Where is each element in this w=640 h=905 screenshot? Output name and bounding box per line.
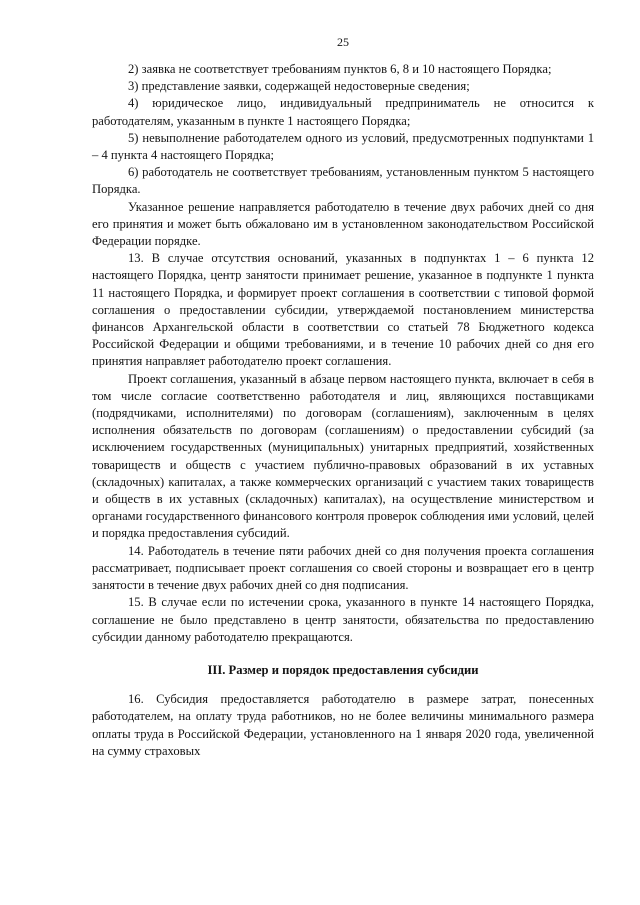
section-heading: III. Размер и порядок предоставления субсидии <box>207 662 479 677</box>
paragraph-item-6: 6) работодатель не соответствует требованиям, установленным пунктом 5 настоящего Порядка. <box>92 165 594 197</box>
document-page <box>92 34 594 760</box>
paragraphs-before-heading <box>92 61 594 646</box>
page-number: 25 <box>337 35 349 49</box>
paragraph-clause-15: 15. В случае если по истечении срока, указанного в пункте 14 настоящего Порядка, соглашение не было представлено в центр занятости, обязательства по предоставлению субсидии данному работодателю прекращаются. <box>92 595 594 644</box>
paragraph-clause-16: 16. Субсидия предоставляется работодателю в размере затрат, понесенных работодателем, на оплату труда работников, но не более величины минимального размера оплаты труда в Российской Федерации, установленного на 1 января 2020 года, увеличенной на сумму страховых <box>92 692 594 758</box>
paragraph-item-4: 4) юридическое лицо, индивидуальный предприниматель не относится к работодателям, указанным в пункте 1 настоящего Порядка; <box>92 96 594 128</box>
paragraphs-after-heading <box>92 691 594 760</box>
paragraph-item-2: 2) заявка не соответствует требованиям пунктов 6, 8 и 10 настоящего Порядка; <box>128 62 552 76</box>
paragraph-agreement-draft: Проект соглашения, указанный в абзаце первом настоящего пункта, включает в себя в том числе согласие соответственно работодателя и лиц, являющихся поставщиками (подрядчиками, исполнителями) по договорам (соглашениям), заключенным в целях исполнения обязательств по договорам (соглашениям) о предоставлении субсидий (за исключением государственных (муниципальных) унитарных предприятий, хозяйственных товариществ и обществ с участием публично-правовых образований в их уставных (складочных) капиталах, а также коммерческих организаций с участием таких товариществ и обществ в их уставных (складочных) капиталах), на осуществление министерством и органами государственного финансового контроля проверок соблюдения ими условий, целей и порядка предоставления субсидий. <box>92 371 594 541</box>
paragraph-clause-13: 13. В случае отсутствия оснований, указанных в подпунктах 1 – 6 пункта 12 настоящего Порядка, центр занятости принимает решение, указанное в подпункте 1 пункта 11 настоящего Порядка, и формирует проект соглашения в соответствии с типовой формой соглашения о предоставлении субсидии, утверждаемой постановлением министерства финансов Архангельской области в соответствии со статьей 78 Бюджетного кодекса Российской Федерации и общими требованиями, и в течение 10 рабочих дней со дня его принятия направляет работодателю проект соглашения. <box>92 251 594 369</box>
paragraph-clause-14: 14. Работодатель в течение пяти рабочих дней со дня получения проекта соглашения рассматривает, подписывает проект соглашения со своей стороны и возвращает его в центр занятости в течение двух рабочих дней со дня подписания. <box>92 543 594 593</box>
paragraph-item-3: 3) представление заявки, содержащей недостоверные сведения; <box>128 79 470 94</box>
paragraph-decision-notice: Указанное решение направляется работодателю в течение двух рабочих дней со дня его принятия и может быть обжаловано им в установленном законодательством Российской Федерации порядке. <box>92 199 594 249</box>
paragraph-item-5: 5) невыполнение работодателем одного из условий, предусмотренных подпунктами 1 – 4 пункта 4 настоящего Порядка; <box>92 130 594 163</box>
